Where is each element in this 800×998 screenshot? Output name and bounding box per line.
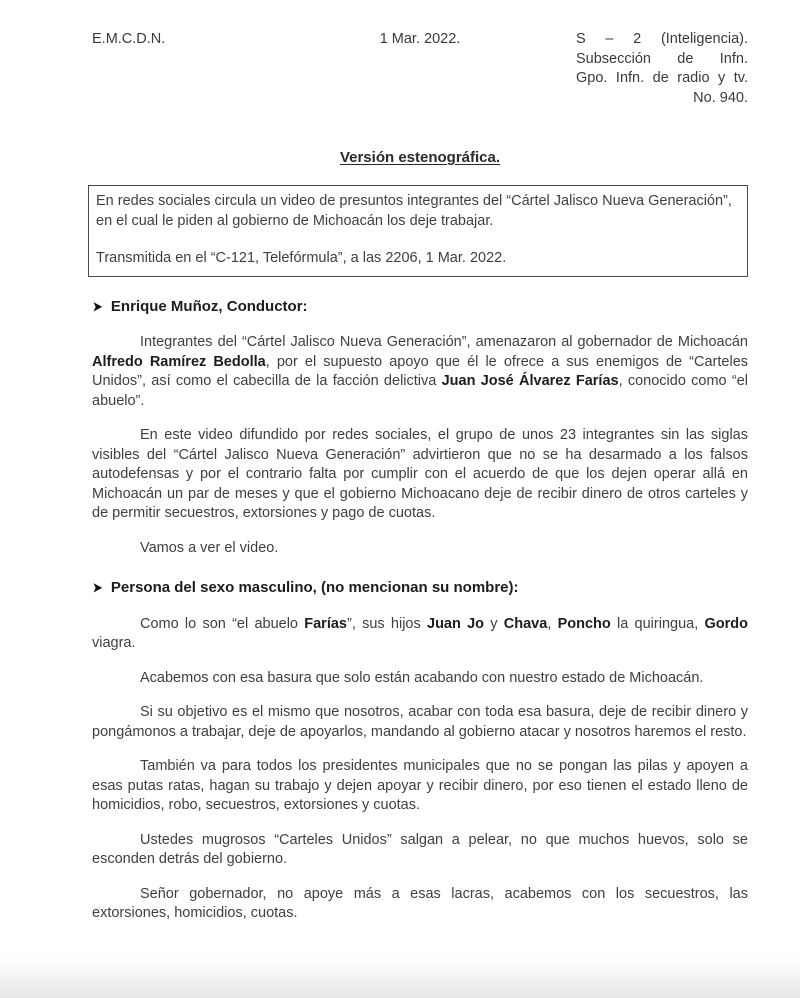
transcript-paragraph: Si su objetivo es el mismo que nosotros, acabar con toda esa basura, deje de recibir dinero y pongámonos a trabajar, deje de apoyarlos, mandando al gobierno atacar y nosotros haremos el resto. xyxy=(92,704,748,740)
page-bottom-shadow xyxy=(0,956,800,998)
unit-line: S – 2 (Inteligencia). xyxy=(576,31,748,47)
transcript-section xyxy=(92,578,748,924)
unit-line: Subsección de Infn. xyxy=(576,50,748,67)
document-content xyxy=(92,0,748,924)
date-label: 1 Mar. 2022. xyxy=(379,31,461,47)
transcript-paragraph: En este video difundido por redes sociales, el grupo de unos 23 integrantes sin las siglas visibles del “Cártel Jalisco Nueva Generación” advirtieron que no se ha desarmado a los falsos autodefensas y por el contrario falta por cumplir con el acuerdo de que los dejen operar allá en Michoacán un par de meses y que el gobierno Michoacano deje de recibir dinero de otros carteles y de permitir secuestros, extorsiones y pago de cuotas. xyxy=(92,427,748,521)
summary-box xyxy=(88,185,748,277)
speaker-heading xyxy=(92,297,748,317)
org-label: E.M.C.D.N. xyxy=(92,31,166,47)
transcript-paragraph: Como lo son “el abuelo Farías”, sus hijos Juan Jo y Chava, Poncho la quiringua, Gordo viagra. xyxy=(92,615,748,651)
arrow-bullet-icon: ➤ xyxy=(92,579,103,597)
page-title: Versión estenográfica. xyxy=(339,149,501,166)
unit-block xyxy=(576,30,748,108)
transcript-paragraph: Ustedes mugrosos “Carteles Unidos” salgan a pelear, no que muchos huevos, solo se esconden detrás del gobierno. xyxy=(92,831,748,867)
summary-paragraph: Transmitida en el “C-121, Telefórmula”, a las 2206, 1 Mar. 2022. xyxy=(96,249,507,266)
transcript-paragraph: Vamos a ver el video. xyxy=(140,539,279,556)
speaker-label: Persona del sexo masculino, (no mencionan su nombre): xyxy=(110,579,519,596)
transcript-paragraph: Acabemos con esa basura que solo están acabando con nuestro estado de Michoacán. xyxy=(140,669,704,686)
transcript-paragraph: Señor gobernador, no apoye más a esas lacras, acabemos con los secuestros, las extorsiones, homicidios, cuotas. xyxy=(92,885,748,921)
arrow-bullet-icon: ➤ xyxy=(92,297,103,315)
speaker-heading xyxy=(92,578,748,598)
document-header xyxy=(92,30,748,110)
transcript-sections xyxy=(92,297,748,924)
speaker-label: Enrique Muñoz, Conductor: xyxy=(110,297,308,315)
transcript-section xyxy=(92,297,748,559)
unit-line: Gpo. Infn. de radio y tv. xyxy=(576,70,748,86)
unit-line: No. 940. xyxy=(693,89,748,106)
transcript-paragraph: También va para todos los presidentes municipales que no se pongan las pilas y apoyen a esas putas ratas, hagan su trabajo y dejen apoyar y recibir dinero, por eso tienen el estado lleno de homicidios, robo, secuestros, extorsiones y cuotas. xyxy=(92,758,748,813)
summary-paragraph: En redes sociales circula un video de presuntos integrantes del “Cártel Jalisco Nueva Generación”, en el cual le piden al gobierno de Michoacán los deje trabajar. xyxy=(96,192,732,229)
transcript-paragraph: Integrantes del “Cártel Jalisco Nueva Generación”, amenazaron al gobernador de Michoacán Alfredo Ramírez Bedolla, por el supuesto apoyo que él le ofrece a sus enemigos de “Carteles Unidos”, así como el cabecilla de la facción delictiva Juan José Álvarez Farías, conocido como “el abuelo”. xyxy=(92,334,749,409)
